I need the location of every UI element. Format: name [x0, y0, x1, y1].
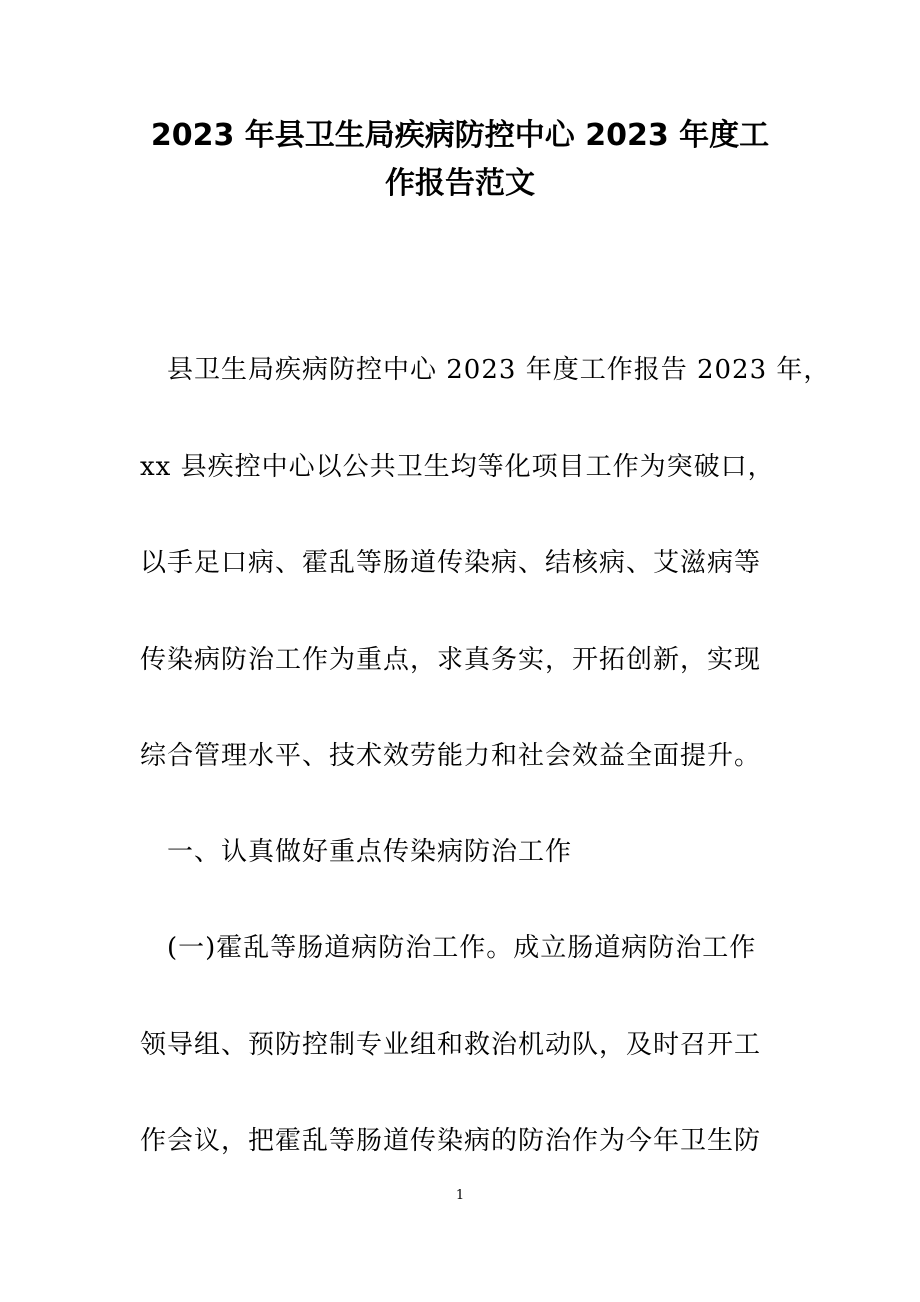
title-line-2: 作报告范文 [385, 166, 535, 201]
body-line-3: 以手足口病、霍乱等肠道传染病、结核病、艾滋病等 [140, 548, 762, 578]
body-line-1: 县卫生局疾病防控中心 2023 年度工作报告 2023 年， [140, 355, 831, 385]
page-number: 1 [455, 1188, 465, 1203]
section-heading: 一、认真做好重点传染病防治工作 [140, 837, 573, 867]
body-line-9: 作会议，把霍乱等肠道传染病的防治作为今年卫生防 [140, 1126, 762, 1156]
body-line-7: (一)霍乱等肠道病防治工作。成立肠道病防治工作 [140, 933, 757, 963]
body-line-4: 传染病防治工作为重点，求真务实，开拓创新，实现 [140, 645, 762, 675]
title-line-1: 2023 年县卫生局疾病防控中心 2023 年度工 [150, 118, 770, 153]
document-title [120, 112, 800, 208]
body-line-5: 综合管理水平、技术效劳能力和社会效益全面提升。 [140, 741, 762, 771]
body-line-2: xx 县疾控中心以公共卫生均等化项目工作为突破口， [140, 452, 775, 482]
body-line-8: 领导组、预防控制专业组和救治机动队，及时召开工 [140, 1030, 762, 1060]
